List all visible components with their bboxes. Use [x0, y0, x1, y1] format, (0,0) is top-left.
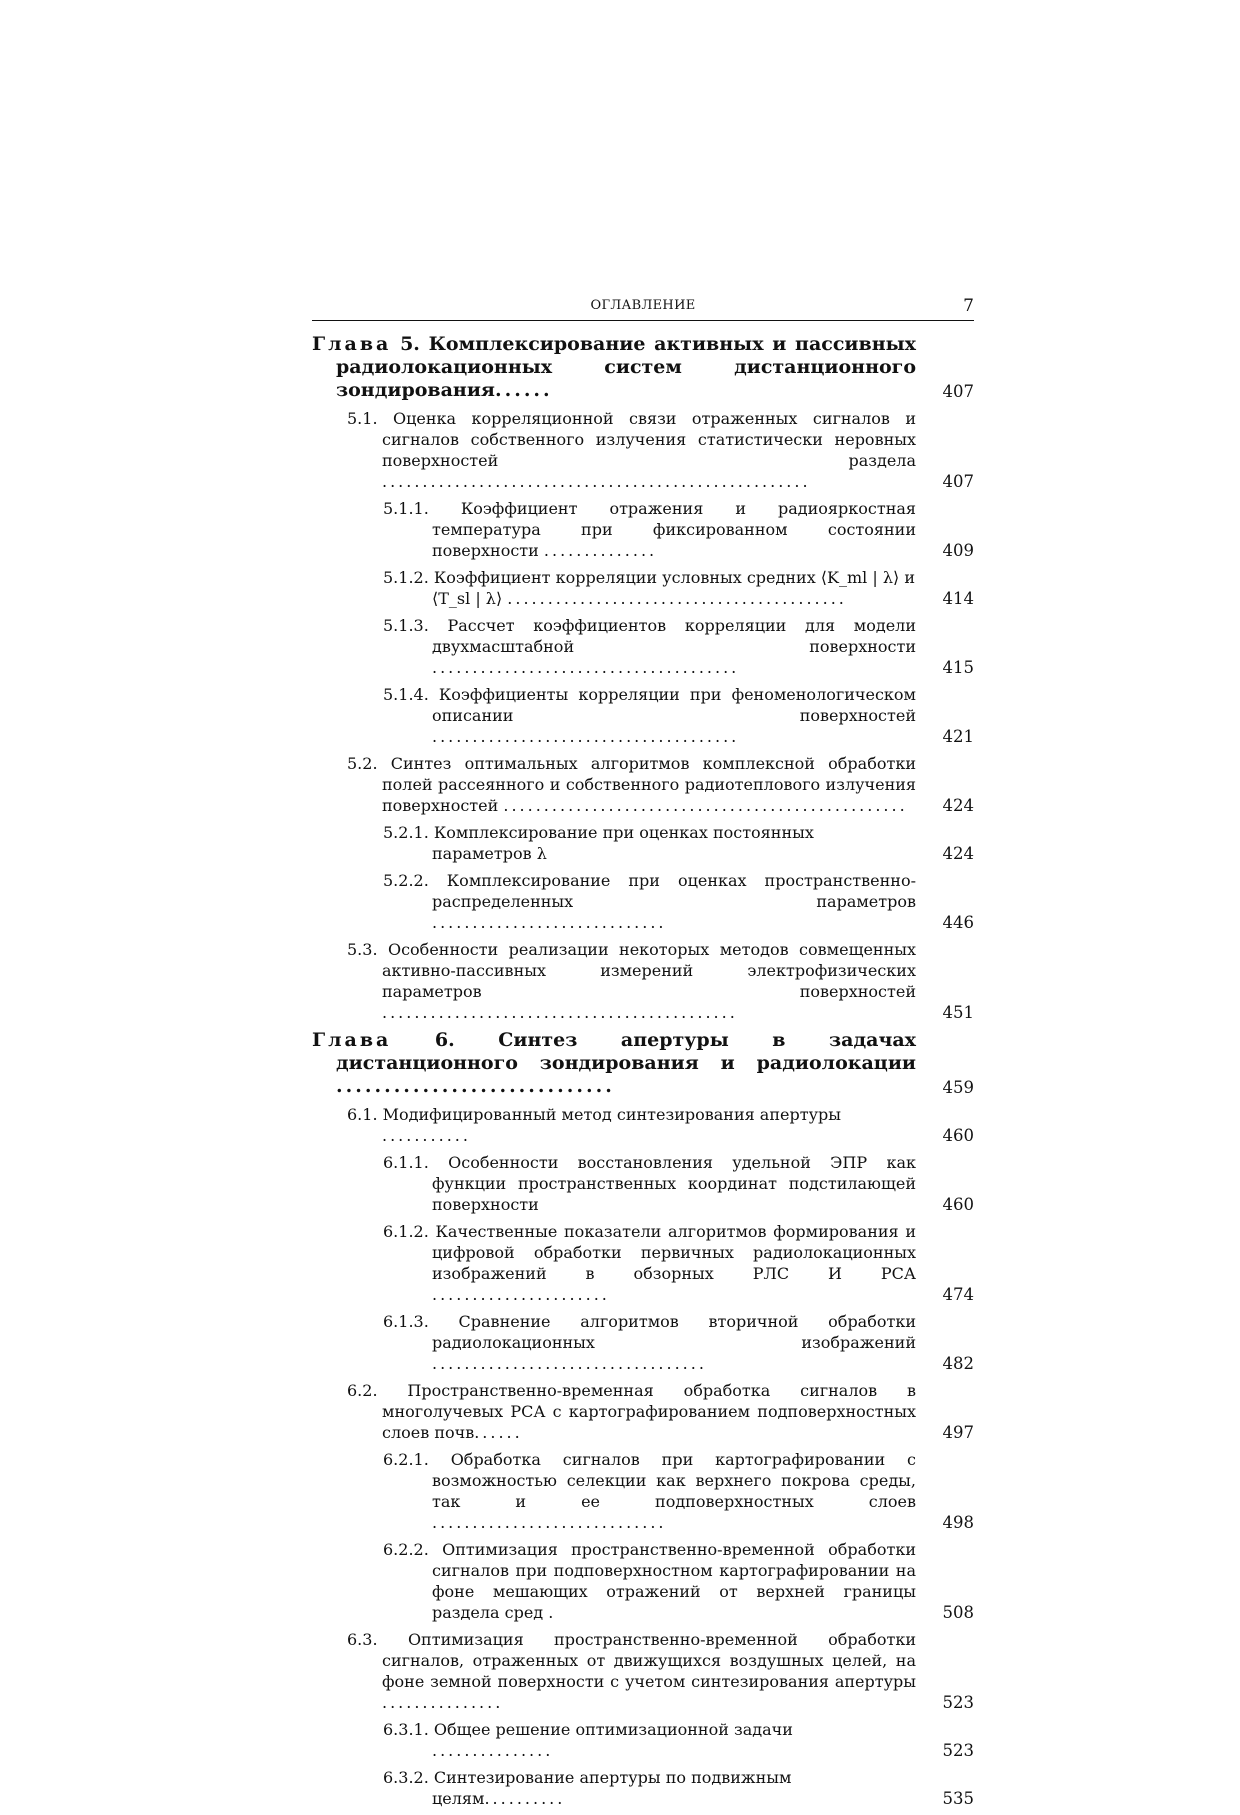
toc-chapter-6[interactable]: Глава 6. Синтез апертуры в задачах дистанционного зондирования и радиолокации ............................. 459	[312, 1029, 974, 1097]
subsection-page: 508	[942, 1603, 974, 1622]
chapter-label: Глава	[312, 1029, 392, 1051]
toc-subsection-6-2-2[interactable]: 6.2.2. Оптимизация пространственно-временной обработки сигналов при подповерхностном картографировании на фоне мешающих отражений от верхней границы раздела сред . 508	[383, 1540, 974, 1622]
subsection-number: 6.3.1.	[383, 1720, 429, 1739]
subsection-page: 535	[942, 1789, 974, 1808]
section-title: Модифицированный метод синтезирования апертуры	[382, 1105, 841, 1124]
subsection-page: 415	[942, 658, 974, 677]
running-head-title: ОГЛАВЛЕНИЕ	[590, 298, 696, 313]
subsection-number: 6.2.2.	[383, 1540, 429, 1559]
toc-subsection-5-1-1[interactable]: 5.1.1. Коэффициент отражения и радиояркостная температура при фиксированном состоянии поверхности .............. 409	[383, 499, 974, 560]
page-number: 7	[963, 296, 974, 316]
subsection-page: 414	[942, 589, 974, 608]
table-of-contents	[312, 333, 974, 1809]
subsection-page: 421	[942, 727, 974, 746]
subsection-number: 5.1.2.	[383, 568, 429, 587]
chapter-page: 459	[942, 1078, 974, 1097]
toc-subsection-5-1-2[interactable]: 5.1.2. Коэффициент корреляции условных средних ⟨K_ml | λ⟩ и ⟨T_sl | λ⟩ .......................................... 414	[383, 568, 974, 608]
subsection-title: Общее решение оптимизационной задачи	[433, 1720, 793, 1739]
subsection-number: 6.1.1.	[383, 1153, 429, 1172]
chapter-title: 5. Комплексирование активных и пассивных радиолокационных систем дистанционного зондирования	[336, 333, 916, 401]
subsection-title: Особенности восстановления удельной ЭПР как функции пространственных координат подстилающей поверхности	[432, 1153, 916, 1214]
subsection-title: Синтезирование апертуры по подвижным целям	[432, 1768, 792, 1808]
toc-page	[312, 294, 974, 1815]
toc-subsection-5-2-2[interactable]: 5.2.2. Комплексирование при оценках пространственно-распределенных параметров ............................. 446	[383, 871, 974, 932]
subsection-page: 424	[942, 844, 974, 863]
subsection-title: Коэффициент корреляции условных средних ⟨K_ml | λ⟩ и ⟨T_sl | λ⟩	[432, 568, 915, 608]
subsection-page: 523	[942, 1741, 974, 1760]
toc-section-6-2[interactable]: 6.2. Пространственно-временная обработка сигналов в многолучевых РСА с картографированием подповерхностных слоев почв...... 497	[347, 1381, 974, 1442]
section-title: Синтез оптимальных алгоритмов комплексной обработки полей рассеянного и собственного радиотеплового излучения поверхностей	[382, 754, 916, 815]
toc-subsection-5-2-1[interactable]	[312, 822, 974, 864]
subsection-title: Обработка сигналов при картографировании с возможностью селекции как верхнего покрова среды, так и ее подповерхностных слоев	[432, 1450, 916, 1511]
section-page: 424	[942, 796, 974, 815]
toc-chapter-5[interactable]: Глава 5. Комплексирование активных и пассивных радиолокационных систем дистанционного зондирования...... 407	[312, 333, 974, 401]
toc-section-5-2[interactable]: 5.2. Синтез оптимальных алгоритмов комплексной обработки полей рассеянного и собственного радиотеплового излучения поверхностей .................................................. 424	[347, 754, 974, 815]
section-page: 407	[942, 472, 974, 491]
subsection-page: 482	[942, 1354, 974, 1373]
subsection-number: 6.3.2.	[383, 1768, 429, 1787]
section-title: Оценка корреляционной связи отраженных сигналов и сигналов собственного излучения статистически неровных поверхностей раздела	[382, 409, 917, 470]
chapter-label: Глава	[312, 333, 392, 355]
subsection-number: 6.1.3.	[383, 1312, 429, 1331]
subsection-page: 460	[942, 1195, 974, 1214]
chapter-page: 407	[942, 382, 974, 401]
subsection-title: Качественные показатели алгоритмов формирования и цифровой обработки первичных радиолокационных изображений в обзорных РЛС И РСА	[432, 1222, 916, 1283]
subsection-number: 5.2.2.	[383, 871, 429, 890]
toc-subsection-5-1-3[interactable]: 5.1.3. Рассчет коэффициентов корреляции для модели двухмасштабной поверхности ...................................... 415	[383, 616, 974, 677]
toc-section-5-3[interactable]: 5.3. Особенности реализации некоторых методов совмещенных активно-пассивных измерений электрофизических параметров поверхностей ............................................ 451	[347, 940, 974, 1022]
toc-section-5-1[interactable]: 5.1. Оценка корреляционной связи отраженных сигналов и сигналов собственного излучения статистически неровных поверхностей раздела ..................................................... 407	[347, 409, 974, 491]
running-head	[312, 294, 974, 321]
section-title: Особенности реализации некоторых методов совмещенных активно-пассивных измерений электрофизических параметров поверхностей	[382, 940, 916, 1001]
toc-section-6-1[interactable]: 6.1. Модифицированный метод синтезирования апертуры ........... 460	[347, 1105, 974, 1145]
toc-subsection-6-1-3[interactable]: 6.1.3. Сравнение алгоритмов вторичной обработки радиолокационных изображений .................................. 482	[383, 1312, 974, 1373]
section-number: 6.2.	[347, 1381, 378, 1400]
subsection-title: Сравнение алгоритмов вторичной обработки радиолокационных изображений	[432, 1312, 916, 1352]
section-number: 6.3.	[347, 1630, 378, 1649]
subsection-title: Рассчет коэффициентов корреляции для модели двухмасштабной поверхности	[432, 616, 916, 656]
subsection-title: Комплексирование при оценках пространственно-распределенных параметров	[432, 871, 917, 911]
subsection-number: 5.2.1.	[383, 823, 429, 842]
subsection-number: 5.1.4.	[383, 685, 429, 704]
section-title: Оптимизация пространственно-временной обработки сигналов, отраженных от движущихся воздушных целей, на фоне земной поверхности с учетом синтезирования апертуры	[382, 1630, 916, 1691]
section-number: 5.2.	[347, 754, 378, 773]
subsection-number: 5.1.3.	[383, 616, 429, 635]
toc-subsection-6-1-2[interactable]: 6.1.2. Качественные показатели алгоритмов формирования и цифровой обработки первичных радиолокационных изображений в обзорных РЛС И РСА ...................... 474	[383, 1222, 974, 1304]
toc-subsection-6-2-1[interactable]: 6.2.1. Обработка сигналов при картографировании с возможностью селекции как верхнего покрова среды, так и ее подповерхностных слоев ............................. 498	[383, 1450, 974, 1532]
section-number: 5.1.	[347, 409, 378, 428]
section-number: 5.3.	[347, 940, 378, 959]
subsection-number: 6.1.2.	[383, 1222, 429, 1241]
subsection-number: 5.1.1.	[383, 499, 429, 518]
subsection-page: 474	[942, 1285, 974, 1304]
toc-subsection-6-3-2[interactable]: 6.3.2. Синтезирование апертуры по подвижным целям.......... 535	[383, 1768, 974, 1808]
subsection-number: 6.2.1.	[383, 1450, 429, 1469]
section-page: 497	[942, 1423, 974, 1442]
toc-subsection-6-1-1[interactable]	[312, 1152, 974, 1215]
subsection-page: 498	[942, 1513, 974, 1532]
chapter-title: 6. Синтез апертуры в задачах дистанционного зондирования и радиолокации	[336, 1029, 916, 1074]
section-page: 460	[942, 1126, 974, 1145]
subsection-title: Коэффициент отражения и радиояркостная температура при фиксированном состоянии поверхности	[432, 499, 916, 560]
toc-section-6-3[interactable]: 6.3. Оптимизация пространственно-временной обработки сигналов, отраженных от движущихся воздушных целей, на фоне земной поверхности с учетом синтезирования апертуры ............... 523	[347, 1630, 974, 1712]
section-page: 451	[942, 1003, 974, 1022]
subsection-page: 409	[942, 541, 974, 560]
subsection-title: Комплексирование при оценках постоянных параметров λ	[432, 823, 814, 863]
subsection-title: Коэффициенты корреляции при феноменологическом описании поверхностей	[432, 685, 916, 725]
section-page: 523	[942, 1693, 974, 1712]
section-title: Пространственно-временная обработка сигналов в многолучевых РСА с картографированием подповерхностных слоев почв	[382, 1381, 916, 1442]
subsection-page: 446	[942, 913, 974, 932]
toc-subsection-6-3-1[interactable]: 6.3.1. Общее решение оптимизационной задачи ............... 523	[383, 1720, 974, 1760]
section-number: 6.1.	[347, 1105, 378, 1124]
toc-subsection-5-1-4[interactable]: 5.1.4. Коэффициенты корреляции при феноменологическом описании поверхностей ...................................... 421	[383, 685, 974, 746]
subsection-title: Оптимизация пространственно-временной обработки сигналов при подповерхностном картографировании на фоне мешающих отражений от верхней границы раздела сред	[432, 1540, 916, 1622]
